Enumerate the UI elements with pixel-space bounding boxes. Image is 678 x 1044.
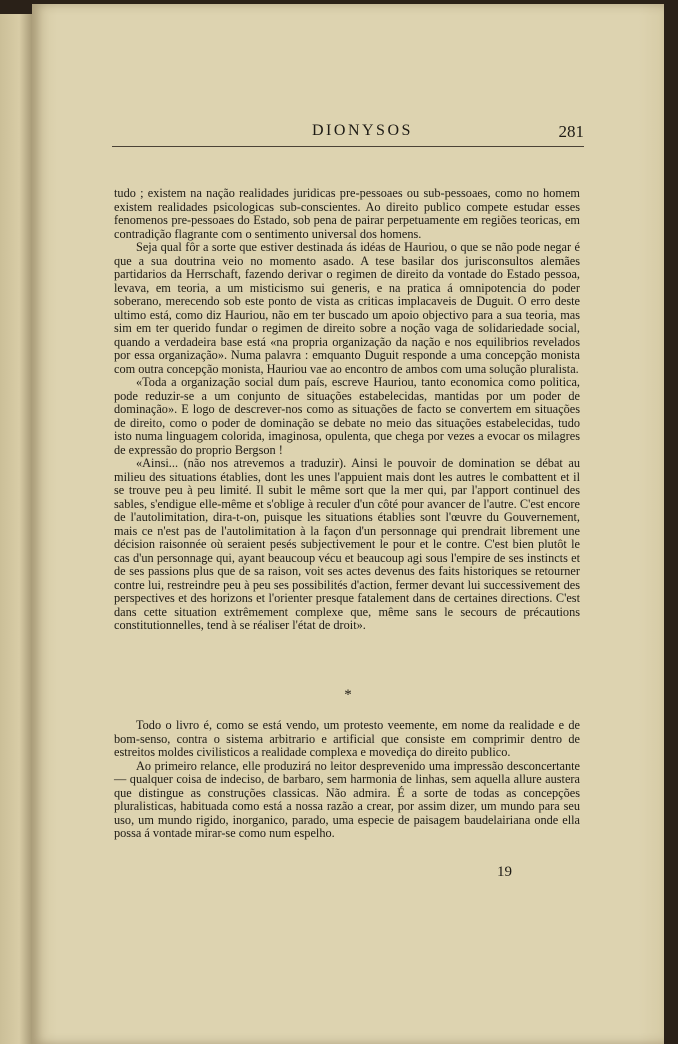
page-number: 281 (558, 122, 584, 141)
running-title: DIONYSOS (312, 122, 413, 139)
section-break-asterisk: * (344, 687, 352, 703)
paragraph: Todo o livro é, como se está vendo, um protesto veemente, em nome da realidade e de bom-senso, contra o sistema arbitrario e artificial que consiste em comprimir dentro de estreitos moldes civilisticos a realidade complexa e movediça do direito publico. (114, 718, 580, 759)
paragraph: Ao primeiro relance, elle produzirá no leitor desprevenido uma impressão desconcertante — qualquer coisa de indeciso, de barbaro, sem harmonia de linhas, sem aquella allure austera que distingue as construções classicas. Não admira. É a sorte de todas as concepções pluralisticas, habituada como está a nossa razão a crear, por assim dizer, um mundo para seu uso, um mundo rigido, inorganico, parado, uma especie de paisagem baudelairiana onde ella possa á vontade mirar-se como num espelho. (114, 758, 580, 840)
paragraph: tudo ; existem na nação realidades juridicas pre-pessoaes ou sub-pessoaes, como no homem existem realidades psicologicas sub-conscientes. Ao direito publico compete estudar esses fenomenos pre-pessoaes do Estado, sob pena de pairar perpetuamente em regiões teoricas, em contradição flagrante com o sentimento universal dos homens. (114, 186, 580, 241)
body-text-top (114, 187, 580, 633)
facing-page-edge (0, 14, 32, 1044)
paragraph: «Ainsi... (não nos atrevemos a traduzir). Ainsi le pouvoir de domination se débat au milieu des situations établies, dont les unes l'appuient mais dont les autres le combattent et il se trouve peu à peu limité. Il subit le même sort que la mer qui, par l'apport continuel des sables, s'endigue elle-même et s'oblige à reculer d'un côté pour avancer de l'autre. C'est encore de l'autolimitation, dira-t-on, puisque les situations établies sont l'œuvre du Gouvernement, mais ce n'est pas de l'autolimitation à la façon d'un personnage qui prendrait librement une décision raisonnée où seraient pesés subjectivement le pour et le contre. C'est bien plutôt le cas d'un personnage qui, ayant beaucoup vécu et beaucoup agi sous l'empire de ses instincts et de ses passions plus que de sa raison, voit ses actes devenus des faits historiques se retourner contre lui, restreindre peu à peu ses possibilités d'action, fermer devant lui successivement des perspectives et des horizons et l'orienter presque fatalement dans de certaines directions. C'est dans cette situation extrêmement complexe que, même sans le secours de précautions constitutionnelles, tend à se réaliser l'état de droit». (114, 456, 580, 632)
book-page (32, 4, 664, 1044)
paragraph: Seja qual fôr a sorte que estiver destinada ás idéas de Hauriou, o que se não pode negar é que a sua doutrina veio no momento asado. A tese basilar dos jurisconsultos alemães partidarios da Herrschaft, fazendo derivar o regimen de direito da vontade do Estado pessoa, levava, em teoria, a um misticismo sui generis, e na pratica á omnipotencia do poder soberano, merecendo sob este ponto de vista as criticas implacaveis de Duguit. O erro deste ultimo está, como diz Hauriou, não em ter buscado um apoio objectivo para a sua teoria, mas sim em ter querido fundar o regimen de direito sobre a noção vaga de solidariedade social, quando a verdadeira base está «na propria organização da nação e nos equilibrios revelados por essa organização». Numa palavra : emquanto Duguit responde a uma concepção monista com outra concepção monista, Hauriou vae ao encontro de ambos com uma solução pluralista. (114, 240, 580, 376)
paragraph: «Toda a organização social dum país, escreve Hauriou, tanto economica como politica, pode reduzir-se a um conjunto de situações estabelecidas, mantidas por um poder de dominação». E logo de descrever-nos como as situações de facto se convertem em situações de direito, como o poder de dominação se debate no meio das situações estabelecidas, tudo isto numa linguagem colorida, imaginosa, opulenta, que chega por vezes a evocar os milagres de expressão do proprio Bergson ! (114, 375, 580, 457)
body-text-bottom (114, 719, 580, 841)
running-header (112, 122, 584, 147)
signature-mark: 19 (497, 864, 512, 880)
